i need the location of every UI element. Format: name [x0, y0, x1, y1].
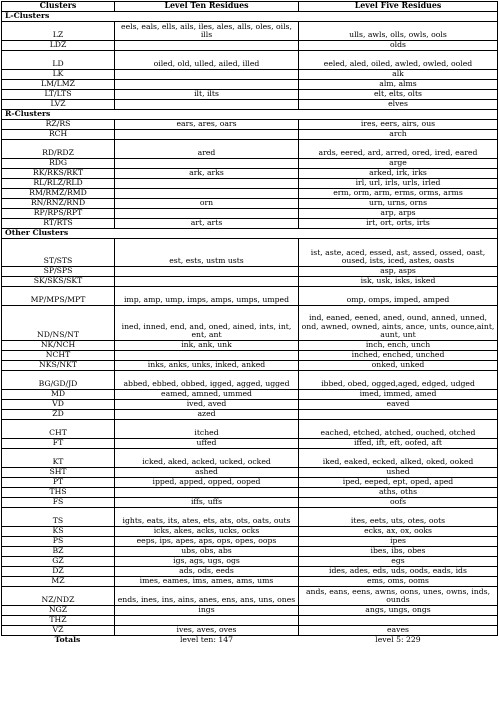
table-row [2, 468, 498, 478]
level-five-cell: ems, oms, ooms [299, 577, 498, 587]
level-ten-cell: ark, arks [115, 169, 299, 179]
header-level-ten: Level Ten Residues [115, 2, 299, 12]
cluster-cell: SHT [2, 468, 115, 478]
level-five-cell: ulls, awls, olls, owls, ools [299, 22, 498, 41]
cluster-cell: RCH [2, 130, 115, 140]
level-five-cell: oofs [299, 498, 498, 508]
level-ten-cell: eels, eals, ells, ails, iles, ales, alls, oles, oils, ills [115, 22, 299, 41]
cluster-cell: DZ [2, 567, 115, 577]
cluster-cell: MP/MPS/MPT [2, 287, 115, 306]
table-row [2, 557, 498, 567]
cluster-cell: VZ [2, 626, 115, 636]
level-ten-cell: ends, ines, ins, ains, anes, ens, ans, uns, ones [115, 587, 299, 606]
level-five-cell: alm, alms [299, 80, 498, 90]
level-ten-cell [115, 616, 299, 626]
table-row [2, 351, 498, 361]
cluster-cell: KS [2, 527, 115, 537]
cluster-cell: PT [2, 478, 115, 488]
cluster-cell: RZ/RS [2, 120, 115, 130]
table-row [2, 547, 498, 557]
level-ten-cell: ubs, obs, abs [115, 547, 299, 557]
cluster-cell: KT [2, 449, 115, 468]
table-row [2, 239, 498, 267]
cluster-cell: RN/RNZ/RND [2, 199, 115, 209]
table-row [2, 616, 498, 626]
level-five-cell: iked, eaked, ecked, alked, oked, ooked [299, 449, 498, 468]
level-ten-cell [115, 41, 299, 51]
table-row [2, 100, 498, 110]
cluster-cell: MD [2, 390, 115, 400]
cluster-cell: THS [2, 488, 115, 498]
table-row [2, 51, 498, 70]
level-ten-cell [115, 488, 299, 498]
table-row [2, 140, 498, 159]
level-five-cell: irt, ort, orts, irts [299, 219, 498, 229]
table-row [2, 130, 498, 140]
level-five-cell: arked, irk, irks [299, 169, 498, 179]
table-row [2, 70, 498, 80]
level-five-cell: eaves [299, 626, 498, 636]
section-header-row [2, 110, 498, 120]
level-ten-cell: ived, aved [115, 400, 299, 410]
level-ten-cell: ings [115, 606, 299, 616]
level-five-cell: olds [299, 41, 498, 51]
level-five-cell: angs, ungs, ongs [299, 606, 498, 616]
level-ten-cell [115, 70, 299, 80]
level-five-cell: onked, unked [299, 361, 498, 371]
cluster-cell: FT [2, 439, 115, 449]
level-five-cell: imed, immed, amed [299, 390, 498, 400]
cluster-cell: CHT [2, 420, 115, 439]
level-ten-cell: ights, eats, its, ates, ets, ats, ots, oats, outs [115, 508, 299, 527]
table-row [2, 508, 498, 527]
residue-table-page [1, 1, 498, 719]
cluster-cell: LD [2, 51, 115, 70]
level-ten-cell [115, 189, 299, 199]
cluster-cell: LVZ [2, 100, 115, 110]
cluster-cell: MZ [2, 577, 115, 587]
level-five-cell: iped, eeped, ept, oped, aped [299, 478, 498, 488]
level-ten-cell [115, 80, 299, 90]
table-row [2, 449, 498, 468]
level-ten-cell [115, 179, 299, 189]
level-five-cell [299, 410, 498, 420]
level-ten-cell: ipped, apped, opped, ooped [115, 478, 299, 488]
level-five-cell: ites, eets, uts, otes, oots [299, 508, 498, 527]
level-five-cell: eeled, aled, oiled, awled, owled, ooled [299, 51, 498, 70]
level-five-cell: ards, eered, ard, arred, ored, ired, eared [299, 140, 498, 159]
header-row [2, 2, 498, 12]
level-ten-cell: ink, ank, unk [115, 341, 299, 351]
cluster-cell: RL/RLZ/RLD [2, 179, 115, 189]
table-row [2, 41, 498, 51]
header-level-five: Level Five Residues [299, 2, 498, 12]
level-five-cell: ibbed, obed, ogged,aged, edged, udged [299, 371, 498, 390]
level-ten-cell: ads, ods, eeds [115, 567, 299, 577]
level-ten-cell: ashed [115, 468, 299, 478]
table-row [2, 400, 498, 410]
table-row [2, 120, 498, 130]
table-row [2, 277, 498, 287]
level-five-cell: aths, oths [299, 488, 498, 498]
cluster-cell: TS [2, 508, 115, 527]
table-row [2, 606, 498, 616]
level-ten-cell: est, ests, ustm usts [115, 239, 299, 267]
level-ten-cell: ilt, ilts [115, 90, 299, 100]
table-row [2, 587, 498, 606]
level-ten-cell: imes, eames, ims, ames, ams, ums [115, 577, 299, 587]
section-title: Other Clusters [2, 229, 115, 239]
level-ten-cell [115, 351, 299, 361]
table-row [2, 488, 498, 498]
cluster-cell: THZ [2, 616, 115, 626]
level-five-cell: ides, ades, eds, uds, oods, eads, ids [299, 567, 498, 577]
section-title-fill [115, 229, 498, 239]
level-five-cell: irl, url, irls, urls, irled [299, 179, 498, 189]
level-five-cell: omp, omps, imped, amped [299, 287, 498, 306]
level-ten-cell: oiled, old, ulled, ailed, illed [115, 51, 299, 70]
table-row [2, 22, 498, 41]
section-title: R-Clusters [2, 110, 115, 120]
level-ten-cell [115, 267, 299, 277]
table-row [2, 341, 498, 351]
table-row [2, 209, 498, 219]
section-header-row [2, 12, 498, 22]
table-row [2, 219, 498, 229]
level-ten-cell: uffed [115, 439, 299, 449]
table-row [2, 478, 498, 488]
totals-level-five: level 5: 229 [299, 636, 498, 646]
level-ten-cell [115, 277, 299, 287]
header-clusters: Clusters [2, 2, 115, 12]
level-five-cell: ibes, ibs, obes [299, 547, 498, 557]
section-title-fill [115, 12, 498, 22]
table-row [2, 361, 498, 371]
level-ten-cell: ears, ares, oars [115, 120, 299, 130]
table-row [2, 267, 498, 277]
cluster-cell: RT/RTS [2, 219, 115, 229]
cluster-cell: LM/LMZ [2, 80, 115, 90]
level-five-cell: elves [299, 100, 498, 110]
table-row [2, 80, 498, 90]
level-ten-cell: imp, amp, ump, imps, amps, umps, umped [115, 287, 299, 306]
cluster-cell: NKS/NKT [2, 361, 115, 371]
level-ten-cell: eeps, ips, apes, aps, ops, opes, oops [115, 537, 299, 547]
table-row [2, 626, 498, 636]
cluster-cell: RD/RDZ [2, 140, 115, 159]
table-row [2, 159, 498, 169]
level-five-cell: ecks, ax, ox, ooks [299, 527, 498, 537]
cluster-cell: SK/SKS/SKT [2, 277, 115, 287]
level-five-cell: ands, eans, eens, awns, oons, unes, owns, inds, ounds [299, 587, 498, 606]
level-five-cell: asp, asps [299, 267, 498, 277]
cluster-cell: NCHT [2, 351, 115, 361]
level-five-cell: isk, usk, isks, isked [299, 277, 498, 287]
totals-label: Totals [2, 636, 115, 646]
table-row [2, 498, 498, 508]
level-five-cell: erm, orm, arm, erms, orms, arms [299, 189, 498, 199]
table-row [2, 567, 498, 577]
totals-level-ten: level ten: 147 [115, 636, 299, 646]
level-ten-cell [115, 159, 299, 169]
level-ten-cell: ives, aves, oves [115, 626, 299, 636]
level-five-cell [299, 616, 498, 626]
residue-cluster-table [1, 1, 498, 645]
section-title-fill [115, 110, 498, 120]
cluster-cell: ST/STS [2, 239, 115, 267]
level-ten-cell: ined, inned, end, and, oned, ained, ints, int, ent, ant [115, 306, 299, 341]
cluster-cell: NK/NCH [2, 341, 115, 351]
level-ten-cell: ared [115, 140, 299, 159]
cluster-cell: LT/LTS [2, 90, 115, 100]
cluster-cell: ZD [2, 410, 115, 420]
section-header-row [2, 229, 498, 239]
cluster-cell: BG/GD/JD [2, 371, 115, 390]
table-row [2, 179, 498, 189]
level-five-cell: arch [299, 130, 498, 140]
level-ten-cell: azed [115, 410, 299, 420]
cluster-cell: BZ [2, 547, 115, 557]
level-five-cell: eached, etched, atched, ouched, otched [299, 420, 498, 439]
table-row [2, 199, 498, 209]
level-five-cell: ind, eaned, eened, aned, ound, anned, unned, ond, awned, owned, aints, ance, unts, ounce,aint, aunt, unt [299, 306, 498, 341]
level-ten-cell: iffs, uffs [115, 498, 299, 508]
cluster-cell: GZ [2, 557, 115, 567]
level-five-cell: ushed [299, 468, 498, 478]
table-row [2, 390, 498, 400]
cluster-cell: RDG [2, 159, 115, 169]
level-five-cell: arp, arps [299, 209, 498, 219]
level-ten-cell: orn [115, 199, 299, 209]
level-ten-cell: igs, ags, ugs, ogs [115, 557, 299, 567]
level-ten-cell: abbed, ebbed, obbed, igged, agged, ugged [115, 371, 299, 390]
table-row [2, 371, 498, 390]
table-row [2, 537, 498, 547]
level-ten-cell [115, 209, 299, 219]
level-ten-cell [115, 130, 299, 140]
table-row [2, 169, 498, 179]
table-row [2, 439, 498, 449]
table-row [2, 410, 498, 420]
level-five-cell: elt, elts, olts [299, 90, 498, 100]
level-five-cell: alk [299, 70, 498, 80]
cluster-cell: ND/NS/NT [2, 306, 115, 341]
level-ten-cell: itched [115, 420, 299, 439]
table-body [2, 12, 498, 646]
cluster-cell: FS [2, 498, 115, 508]
cluster-cell: SP/SPS [2, 267, 115, 277]
level-ten-cell: icked, aked, acked, ucked, ocked [115, 449, 299, 468]
cluster-cell: LDZ [2, 41, 115, 51]
level-five-cell: inch, ench, unch [299, 341, 498, 351]
level-five-cell: eaved [299, 400, 498, 410]
cluster-cell: RK/RKS/RKT [2, 169, 115, 179]
section-title: L-Clusters [2, 12, 115, 22]
level-ten-cell: eamed, amned, ummed [115, 390, 299, 400]
level-ten-cell: art, arts [115, 219, 299, 229]
totals-row [2, 636, 498, 646]
level-five-cell: ist, aste, aced, essed, ast, assed, ossed, oast, oused, ists, iced, astes, oasts [299, 239, 498, 267]
level-five-cell: ipes [299, 537, 498, 547]
table-row [2, 577, 498, 587]
cluster-cell: PS [2, 537, 115, 547]
level-five-cell: urn, urns, orns [299, 199, 498, 209]
cluster-cell: NZ/NDZ [2, 587, 115, 606]
level-five-cell: inched, enched, unched [299, 351, 498, 361]
level-five-cell: egs [299, 557, 498, 567]
table-row [2, 287, 498, 306]
table-row [2, 527, 498, 537]
table-row [2, 420, 498, 439]
level-five-cell: arge [299, 159, 498, 169]
cluster-cell: LZ [2, 22, 115, 41]
level-five-cell: ires, eers, airs, ous [299, 120, 498, 130]
level-ten-cell: inks, anks, unks, inked, anked [115, 361, 299, 371]
level-five-cell: iffed, ift, eft, oofed, aft [299, 439, 498, 449]
table-row [2, 90, 498, 100]
cluster-cell: VD [2, 400, 115, 410]
table-row [2, 189, 498, 199]
cluster-cell: RM/RMZ/RMD [2, 189, 115, 199]
level-ten-cell: icks, akes, acks, ucks, ocks [115, 527, 299, 537]
cluster-cell: NGZ [2, 606, 115, 616]
cluster-cell: RP/RPS/RPT [2, 209, 115, 219]
table-row [2, 306, 498, 341]
cluster-cell: LK [2, 70, 115, 80]
level-ten-cell [115, 100, 299, 110]
